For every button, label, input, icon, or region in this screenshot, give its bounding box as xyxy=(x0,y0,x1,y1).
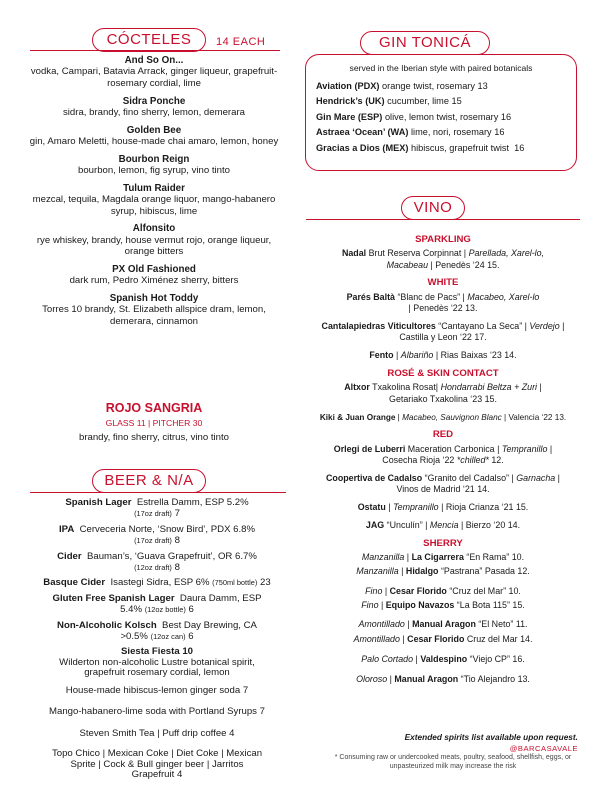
health-disclaimer: * Consuming raw or undercooked meats, poultry, seafood, shellfish, eggs, or unpasteurized milk may increase the risk xyxy=(334,754,572,770)
sherry-item: Manzanilla | Hidalgo “Pastrana” Pasada 12. xyxy=(356,566,530,577)
gin-item: Astraea ‘Ocean’ (WA) lime, nori, rosemary 16 xyxy=(316,127,505,138)
sherry-item: Oloroso | Manual Aragon “Tio Alejandro 13. xyxy=(356,674,530,685)
gin-intro: served in the Iberian style with paired botanicals xyxy=(349,63,533,73)
sangria-title: ROJO SANGRIA xyxy=(105,401,203,415)
social-handle: @BARCASAVALE xyxy=(509,744,578,753)
cocktail-item: Golden Bee gin, Amaro Meletti, house-made chai amaro, lemon, honey xyxy=(29,124,279,148)
beer-list xyxy=(28,497,286,781)
cocktail-item: Spanish Hot Toddy Torres 10 brandy, St. Elizabeth allspice dram, lemon, demerara, cinnamon xyxy=(42,292,266,327)
sherry-item: Fino | Cesar Florido “Cruz del Mar” 10. xyxy=(365,585,521,596)
cocktail-item: Alfonsito rye whiskey, brandy, house vermut rojo, orange liqueur, orange bitters xyxy=(36,223,272,258)
beer-item: Spanish Lager Estrella Damm, ESP 5.2% (17oz draft) 7 xyxy=(65,497,249,520)
gin-box xyxy=(305,54,577,171)
sangria-price: GLASS 11 | PITCHER 30 xyxy=(105,418,203,428)
wine-item: Parés Baltà “Blanc de Pacs” | Macabeo, Xarel-lo | Penedès ‘22 13. xyxy=(346,291,540,314)
sparkling-title: SPARKLING xyxy=(415,234,471,245)
beer-heading: BEER & N/A xyxy=(92,469,206,493)
white-title: WHITE xyxy=(427,277,459,289)
beer-item: IPA Cerveceria Norte, ‘Snow Bird’, PDX 6.8% (17oz draft) 8 xyxy=(58,523,256,547)
house-soda: House-made hibiscus-lemon ginger soda 7 xyxy=(65,684,249,696)
beer-item: Gluten Free Spanish Lager Daura Damm, ESP 5.4% (12oz bottle) 6 xyxy=(52,592,262,616)
red-title: RED xyxy=(432,429,454,441)
wine-item: Coopertiva de Cadalso “Granito del Cadalso” | Garnacha | Vinos de Madrid ‘21 14. xyxy=(325,472,560,495)
gin-heading: GIN TONICÁ xyxy=(360,31,490,55)
wine-item: Ostatu | Tempranillo | Rioja Crianza ‘21 15. xyxy=(357,502,529,513)
beer-item: Basque Cider Isastegi Sidra, ESP 6% (750ml bottle) 23 xyxy=(43,577,271,589)
cocktail-item: Bourbon Reign bourbon, lemon, fig syrup, vino tinto xyxy=(78,153,230,177)
vino-heading: VINO xyxy=(401,196,465,220)
sangria-desc: brandy, fino sherry, citrus, vino tinto xyxy=(78,432,229,443)
cocktail-item: PX Old Fashioned dark rum, Pedro Ximénez sherry, bitters xyxy=(69,263,239,287)
cocktail-item: Sidra Ponche sidra, brandy, fino sherry, lemon, demerara xyxy=(62,95,245,118)
cocktail-item: Tulum Raider mezcal, tequila, Magdala orange liquor, mango-habanero syrup, hibiscus, lime xyxy=(32,182,276,217)
cocktail-item: And So On... vodka, Campari, Batavia Arrack, ginger liqueur, grapefruit-rosemary cordial, lime xyxy=(30,55,278,89)
beer-divider xyxy=(30,492,286,493)
cocktails-divider xyxy=(30,50,280,51)
beer-item: Non-Alcoholic Kolsch Best Day Brewing, CA >0.5% (12oz can) 6 xyxy=(57,619,257,643)
wine-item: Fento | Albariño | Rias Baixas ‘23 14. xyxy=(369,350,517,361)
gin-item: Gracias a Dios (MEX) hibiscus, grapefruit twist 16 xyxy=(316,142,525,153)
sherry-item: Amontillado | Manual Aragon “El Neto” 11. xyxy=(358,619,528,630)
sherry-item: Amontillado | Cesar Florido Cruz del Mar 14. xyxy=(353,633,533,644)
vino-divider xyxy=(306,219,580,220)
sherry-item: Manzanilla | La Cigarrera “En Rama” 10. xyxy=(361,552,525,563)
soft-drinks: Topo Chico | Mexican Coke | Diet Coke | Mexican Sprite | Cock & Bull ginger beer | Jarritos Grapefruit 4 xyxy=(51,748,263,781)
wine-list xyxy=(306,234,580,689)
rose-title: ROSÉ & SKIN CONTACT xyxy=(387,368,499,380)
cocktail-list xyxy=(28,55,280,334)
wine-item: Cantalapiedras Viticultores “Cantayano La Seca” | Verdejo | Castilla y Leon ‘22 17. xyxy=(321,320,565,343)
sherry-title: SHERRY xyxy=(423,537,463,549)
wine-item: Kiki & Juan Orange | Macabeo, Sauvignon Blanc | Valencia ‘22 13. xyxy=(319,412,567,422)
gin-item: Hendrick’s (UK) cucumber, lime 15 xyxy=(316,96,462,107)
wine-item: JAG “Unculín” | Mencia | Bierzo ‘20 14. xyxy=(365,519,521,530)
wine-item: Altxor Txakolina Rosat| Hondarrabi Beltza + Zuri | Getariako Txakolina ‘23 15. xyxy=(344,382,542,404)
wine-item: Orlegi de Luberri Maceration Carbonica | Tempranillo | Cosecha Rioja ‘22 *chilled* 12. xyxy=(333,443,553,466)
beer-item: Cider Bauman’s, ‘Guava Grapefruit’, OR 6.7% (12oz draft) 8 xyxy=(57,550,257,574)
cocktails-heading: CÓCTELES xyxy=(92,28,206,52)
gin-item: Gin Mare (ESP) olive, lemon twist, rosemary 16 xyxy=(316,111,512,122)
siesta-item: Siesta Fiesta 10 Wilderton non-alcoholic Lustre botanical spirit, grapefruit rosemary cordial, lemon xyxy=(59,646,255,679)
sherry-item: Palo Cortado | Valdespino “Viejo CP” 16. xyxy=(361,653,525,664)
spirits-note: Extended spirits list available upon request. xyxy=(404,732,578,742)
cocktails-price-note: 14 EACH xyxy=(216,36,266,48)
mango-soda: Mango-habanero-lime soda with Portland Syrups 7 xyxy=(49,706,265,718)
sherry-item: Fino | Equipo Navazos “La Bota 115” 15. xyxy=(361,600,525,611)
sangria-block xyxy=(28,401,280,444)
wine-item: Nadal Brut Reserva Corpinnat | Parellada, Xarel-lo, Macabeau | Penedès ‘24 15. xyxy=(341,248,545,270)
tea-coffee: Steven Smith Tea | Puff drip coffee 4 xyxy=(79,727,235,739)
gin-item: Aviation (PDX) orange twist, rosemary 13 xyxy=(316,80,488,91)
